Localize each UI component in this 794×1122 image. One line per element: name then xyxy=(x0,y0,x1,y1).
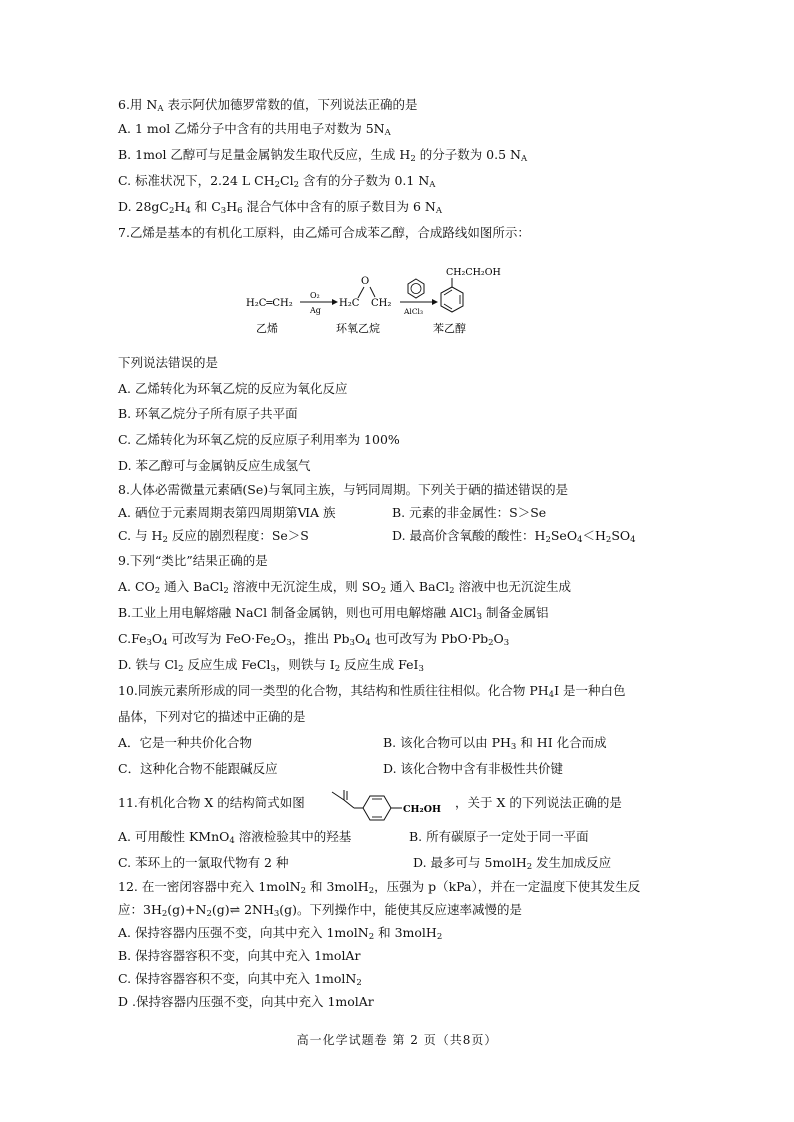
q11-option-c: C. 苯环上的一氯取代物有 2 种 xyxy=(118,855,289,870)
epoxide-right: CH₂ xyxy=(371,298,392,309)
q10-stem-line2: 晶体，下列对它的描述中正确的是 xyxy=(118,709,306,724)
arrow-1-head xyxy=(332,299,338,305)
q9-option-c: $C.Fe_3O_4$ 可改写为 $FeO\cdot Fe_2O_3$，推出 $Pb_3O_4$ 也可改写为 $PbO\cdot Pb_2O_3$ xyxy=(118,631,510,648)
epoxide-left: H₂C xyxy=(339,298,360,309)
q7-option-c: C. 乙烯转化为环氧乙烷的反应原子利用率为 100% xyxy=(118,432,400,447)
q7-option-b: B. 环氧乙烷分子所有原子共平面 xyxy=(118,406,298,421)
q8-option-d: D. 最高价含氧酸的酸性：$H_2SeO_4<H_2SO_4$ xyxy=(392,528,636,545)
q8-option-a: A. 硒位于元素周期表第四周期第ⅥA 族 xyxy=(118,505,336,520)
q7-stem: 7.乙烯是基本的有机化工原料，由乙烯可合成苯乙醇，合成路线如图所示： xyxy=(118,225,530,240)
q11-stem-right: ，关于 X 的下列说法正确的是 xyxy=(455,795,622,810)
q6-option-b: B. 1mol 乙醇可与足量金属钠发生取代反应，生成 $H_2$ 的分子数为 0.5 $N_A$ xyxy=(118,147,528,164)
q12-option-a: A. 保持容器内压强不变，向其中充入 1molN$_2$ 和 3molH$_2$ xyxy=(118,925,443,942)
q10-stem-line1: 10.同族元素所形成的同一类型的化合物，其结构和性质往往相似。化合物 $PH_4I$ 是一种白色 xyxy=(118,683,626,700)
benzene-reagent-icon xyxy=(408,279,424,298)
x-structure-group: CH₂OH xyxy=(403,804,441,815)
q9-option-b: B.工业上用电解熔融 NaCl 制备金属钠，则也可用电解熔融 AlCl$_3$ 制备金属铝 xyxy=(118,605,549,622)
ethylene-formula: H₂C═CH₂ xyxy=(246,298,293,309)
q6-option-c: C. 标准状况下，2.24 L $CH_2Cl_2$ 含有的分子数为 0.1 $N_A$ xyxy=(118,173,436,190)
q6-option-d: D. $28gC_2H_4$ 和 $C_3H_6$ 混合气体中含有的原子数目为 6 $N_A$ xyxy=(118,199,442,216)
q10-option-d: D. 该化合物中含有非极性共价键 xyxy=(383,761,564,776)
q12-option-b: B. 保持容器容积不变，向其中充入 1molAr xyxy=(118,948,361,963)
reagent-1-top: O₂ xyxy=(310,291,320,300)
q10-option-a: A．它是一种共价化合物 xyxy=(118,735,253,750)
q12-option-c: C. 保持容器容积不变，向其中充入 1molN$_2$ xyxy=(118,971,362,988)
reagent-1-bottom: Ag xyxy=(310,306,321,315)
q12-stem-line1: 12. 在一密闭容器中充入 1molN$_2$ 和 3molH$_2$，压强为 p（kPa），并在一定温度下使其发生反 xyxy=(118,879,641,896)
q10-option-c: C．这种化合物不能跟碱反应 xyxy=(118,761,278,776)
q11-structure-diagram xyxy=(330,788,458,828)
epoxide-oxygen: O xyxy=(361,276,370,287)
q7-prompt: 下列说法错误的是 xyxy=(118,355,219,370)
q11-option-b: B. 所有碳原子一定处于同一平面 xyxy=(409,829,589,844)
q12-option-d: D .保持容器内压强不变，向其中充入 1molAr xyxy=(118,994,374,1009)
product-chain: CH₂CH₂OH xyxy=(446,267,501,278)
q11-stem-left: 11.有机化合物 X 的结构简式如图 xyxy=(118,795,305,810)
q12-stem-line2: 应：$3H_2(g)+N_2(g)\rightleftharpoons$ $2NH_3(g)$。下列操作中，能使其反应速率减慢的是 xyxy=(118,902,523,919)
q11-option-a: A. 可用酸性 KMnO$_4$ 溶液检验其中的羟基 xyxy=(118,829,352,846)
label-epoxide: 环氧乙烷 xyxy=(336,322,380,335)
q9-option-d: D. 铁与 $Cl_2$ 反应生成 FeCl$_3$，则铁与 $I_2$ 反应生成 FeI$_3$ xyxy=(118,657,424,674)
q7-option-a: A. 乙烯转化为环氧乙烷的反应为氧化反应 xyxy=(118,381,348,396)
q6-stem: 6.用 $N_A$ 表示阿伏加德罗常数的值，下列说法正确的是 xyxy=(118,97,418,114)
q7-option-d: D. 苯乙醇可与金属钠反应生成氢气 xyxy=(118,458,311,473)
q8-option-c: C. 与 $H_2$ 反应的剧烈程度：Se＞S xyxy=(118,528,309,545)
benzene-ring-icon xyxy=(363,796,391,820)
q8-option-b: B. 元素的非金属性：S＞Se xyxy=(392,505,547,520)
arrow-2-head xyxy=(432,299,438,305)
q10-option-b: B. 该化合物可以由 $PH_3$ 和 HI 化合而成 xyxy=(383,735,607,752)
label-ethylene: 乙烯 xyxy=(256,322,278,335)
reagent-2-bottom: AlCl₃ xyxy=(404,307,423,316)
q11-option-d: D. 最多可与 5molH$_2$ 发生加成反应 xyxy=(413,855,612,872)
label-product: 苯乙醇 xyxy=(433,322,466,335)
q9-option-a: A. $CO_2$ 通入 BaCl$_2$ 溶液中无沉淀生成，则 $SO_2$ 通入 BaCl$_2$ 溶液中也无沉淀生成 xyxy=(118,579,572,596)
q8-stem: 8.人体必需微量元素硒(Se)与氧同主族，与钙同周期。下列关于硒的描述错误的是 xyxy=(118,482,569,497)
q9-stem: 9.下列“类比”结果正确的是 xyxy=(118,553,268,568)
q6-option-a: A. 1 mol 乙烯分子中含有的共用电子对数为 $5N_A$ xyxy=(118,121,391,138)
page-footer: 高一化学试题卷 第 2 页（共8页） xyxy=(296,1033,498,1047)
q7-synthesis-scheme xyxy=(240,262,540,342)
